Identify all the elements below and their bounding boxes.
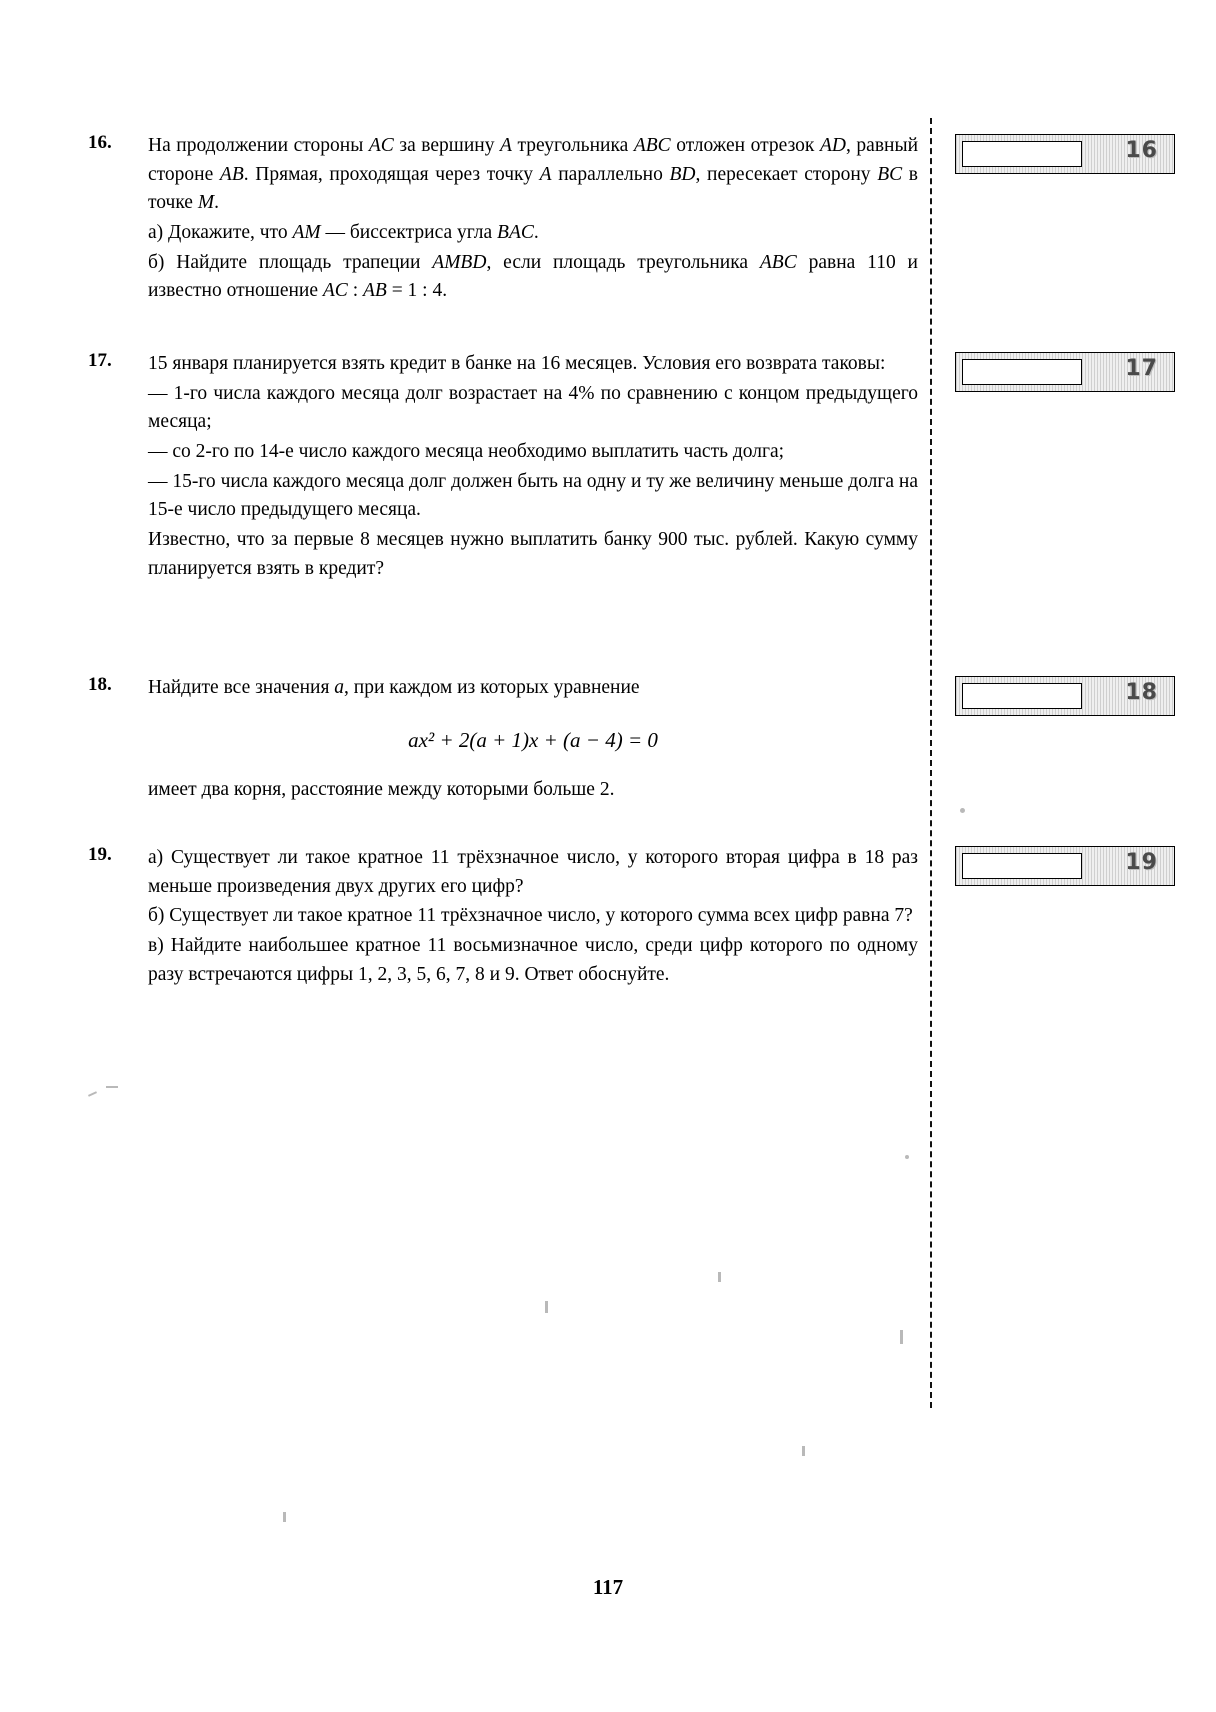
dashed-tear-line	[930, 118, 932, 1408]
scan-speck	[718, 1272, 721, 1282]
problem-line: в) Найдите наибольшее кратное 11 восьмизначное число, среди цифр которого по одному разу встречаются цифры 1, 2, 3, 5, 6, 7, 8 и 9. Ответ обоснуйте.	[148, 934, 918, 985]
problem-number: 19.	[88, 844, 112, 865]
answer-write-field[interactable]	[962, 359, 1082, 385]
scan-speck	[802, 1446, 805, 1456]
problem-body	[148, 132, 918, 306]
problem-line: имеет два корня, расстояние между которыми больше 2.	[148, 778, 615, 800]
problem-body	[148, 844, 918, 989]
problem-line: — 1-го числа каждого месяца долг возрастает на 4% по сравнению с концом предыдущего месяца;	[148, 382, 918, 433]
answer-box-18[interactable]	[955, 676, 1175, 716]
problem-line: а) Существует ли такое кратное 11 трёхзначное число, у которого вторая цифра в 18 раз меньше произведения двух других его цифр?	[148, 847, 918, 897]
problem-18	[88, 674, 918, 804]
answer-box-number: 17	[1125, 356, 1158, 381]
scan-speck	[106, 1086, 118, 1088]
answer-write-field[interactable]	[962, 141, 1082, 167]
problem-line: б) Найдите площадь трапеции AMBD, если площадь треугольника ABC равна 110 и известно отношение AC : AB = 1 : 4.	[148, 251, 918, 302]
problem-formula: ax² + 2(a + 1)x + (a − 4) = 0	[408, 727, 658, 752]
problem-line: Известно, что за первые 8 месяцев нужно выплатить банку 900 тыс. рублей. Какую сумму планируется взять в кредит?	[148, 528, 918, 579]
problem-16	[88, 132, 918, 306]
page-number: 117	[592, 1575, 624, 1599]
problem-line: — 15-го числа каждого месяца долг должен быть на одну и ту же величину меньше долга на 15-е число предыдущего месяца.	[148, 470, 918, 521]
scan-speck	[545, 1301, 548, 1313]
answer-write-field[interactable]	[962, 853, 1082, 879]
problem-line: — со 2-го по 14-е число каждого месяца необходимо выплатить часть долга;	[148, 440, 785, 462]
problem-body	[148, 350, 918, 583]
scan-speck	[900, 1330, 903, 1344]
problem-line: 15 января планируется взять кредит в банке на 16 месяцев. Условия его возврата таковы:	[148, 353, 886, 374]
problem-line: Найдите все значения a, при каждом из которых уравнение	[148, 677, 640, 698]
problem-number: 16.	[88, 132, 112, 153]
problem-line: а) Докажите, что AM — биссектриса угла BAC.	[148, 221, 539, 243]
answer-box-19[interactable]	[955, 846, 1175, 886]
scan-speck	[283, 1512, 286, 1522]
scan-speck	[960, 808, 965, 813]
answer-box-number: 18	[1125, 680, 1158, 705]
scan-speck	[88, 1091, 97, 1097]
scan-speck	[905, 1155, 909, 1159]
answer-box-16[interactable]	[955, 134, 1175, 174]
problem-line: б) Существует ли такое кратное 11 трёхзначное число, у которого сумма всех цифр равна 7?	[148, 905, 913, 927]
problem-body	[148, 674, 918, 804]
problem-17	[88, 350, 918, 583]
problem-number: 17.	[88, 350, 112, 371]
answer-box-17[interactable]	[955, 352, 1175, 392]
answer-box-number: 19	[1125, 850, 1158, 875]
problem-19	[88, 844, 918, 989]
answer-box-number: 16	[1125, 138, 1158, 163]
answer-write-field[interactable]	[962, 683, 1082, 709]
problem-number: 18.	[88, 674, 112, 695]
problem-line: На продолжении стороны AC за вершину A треугольника ABC отложен отрезок AD, равный стороне AB. Прямая, проходящая через точку A параллельно BD, пересекает сторону BC в точке M.	[148, 135, 919, 214]
